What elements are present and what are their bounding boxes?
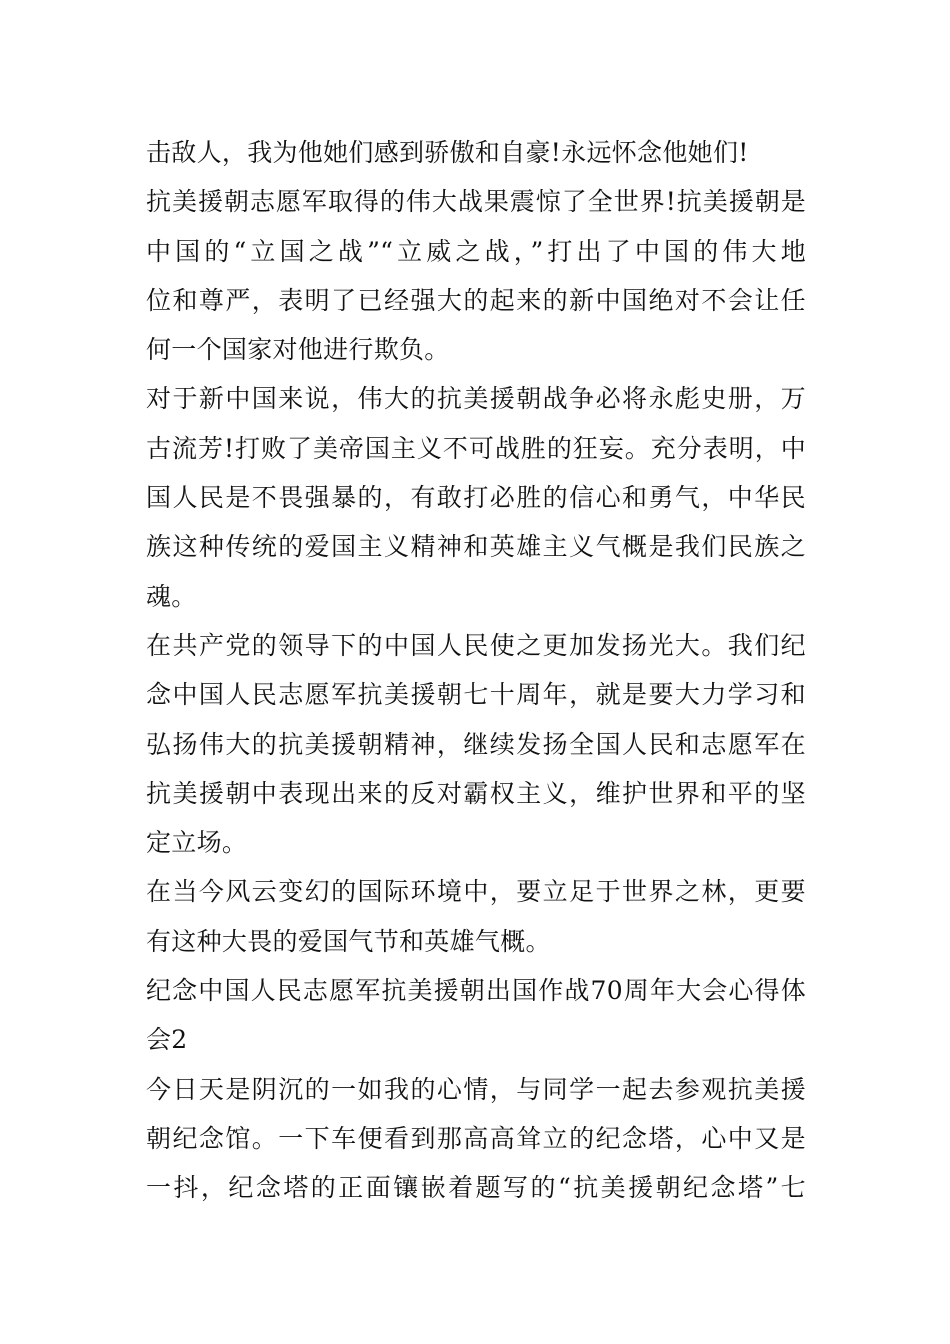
text-line-1: 击敌人，我为他她们感到骄傲和自豪!永远怀念他她们!: [146, 138, 749, 167]
text-line-3: 中国的“立国之战”“立威之战，”打出了中国的伟大地: [146, 236, 806, 266]
text-line-2: 抗美援朝志愿军取得的伟大战果震惊了全世界!抗美援朝是: [146, 187, 806, 217]
text-line-12: 念中国人民志愿军抗美援朝七十周年，就是要大力学习和: [146, 680, 806, 710]
text-line-19: 会2: [146, 1025, 188, 1055]
text-line-10: 魂。: [146, 581, 197, 611]
text-line-7: 古流芳!打败了美帝国主义不可战胜的狂妄。充分表明，中: [146, 433, 806, 463]
text-line-4: 位和尊严，表明了已经强大的起来的新中国绝对不会让任: [146, 285, 806, 315]
text-line-20: 今日天是阴沉的一如我的心情，与同学一起去参观抗美援: [146, 1074, 806, 1104]
text-line-22: 一抖，纪念塔的正面镶嵌着题写的“抗美援朝纪念塔”七: [146, 1173, 806, 1203]
text-line-9: 族这种传统的爱国主义精神和英雄主义气概是我们民族之: [146, 532, 806, 562]
text-line-8: 国人民是不畏强暴的，有敢打必胜的信心和勇气，中华民: [146, 483, 806, 513]
text-line-6: 对于新中国来说，伟大的抗美援朝战争必将永彪史册，万: [146, 384, 806, 414]
document-body: [146, 128, 811, 1213]
text-line-16: 在当今风云变幻的国际环境中，要立足于世界之林，更要: [146, 877, 806, 907]
text-line-11: 在共产党的领导下的中国人民使之更加发扬光大。我们纪: [146, 630, 806, 660]
text-line-17: 有这种大畏的爱国气节和英雄气概。: [146, 926, 551, 956]
text-line-18: 纪念中国人民志愿军抗美援朝出国作战70周年大会心得体: [146, 976, 806, 1006]
text-line-15: 定立场。: [146, 828, 248, 858]
text-line-5: 何一个国家对他进行欺负。: [146, 335, 450, 365]
text-line-13: 弘扬伟大的抗美援朝精神，继续发扬全国人民和志愿军在: [146, 729, 806, 759]
text-line-21: 朝纪念馆。一下车便看到那高高耸立的纪念塔，心中又是: [146, 1123, 806, 1153]
text-line-14: 抗美援朝中表现出来的反对霸权主义，维护世界和平的坚: [146, 778, 806, 808]
